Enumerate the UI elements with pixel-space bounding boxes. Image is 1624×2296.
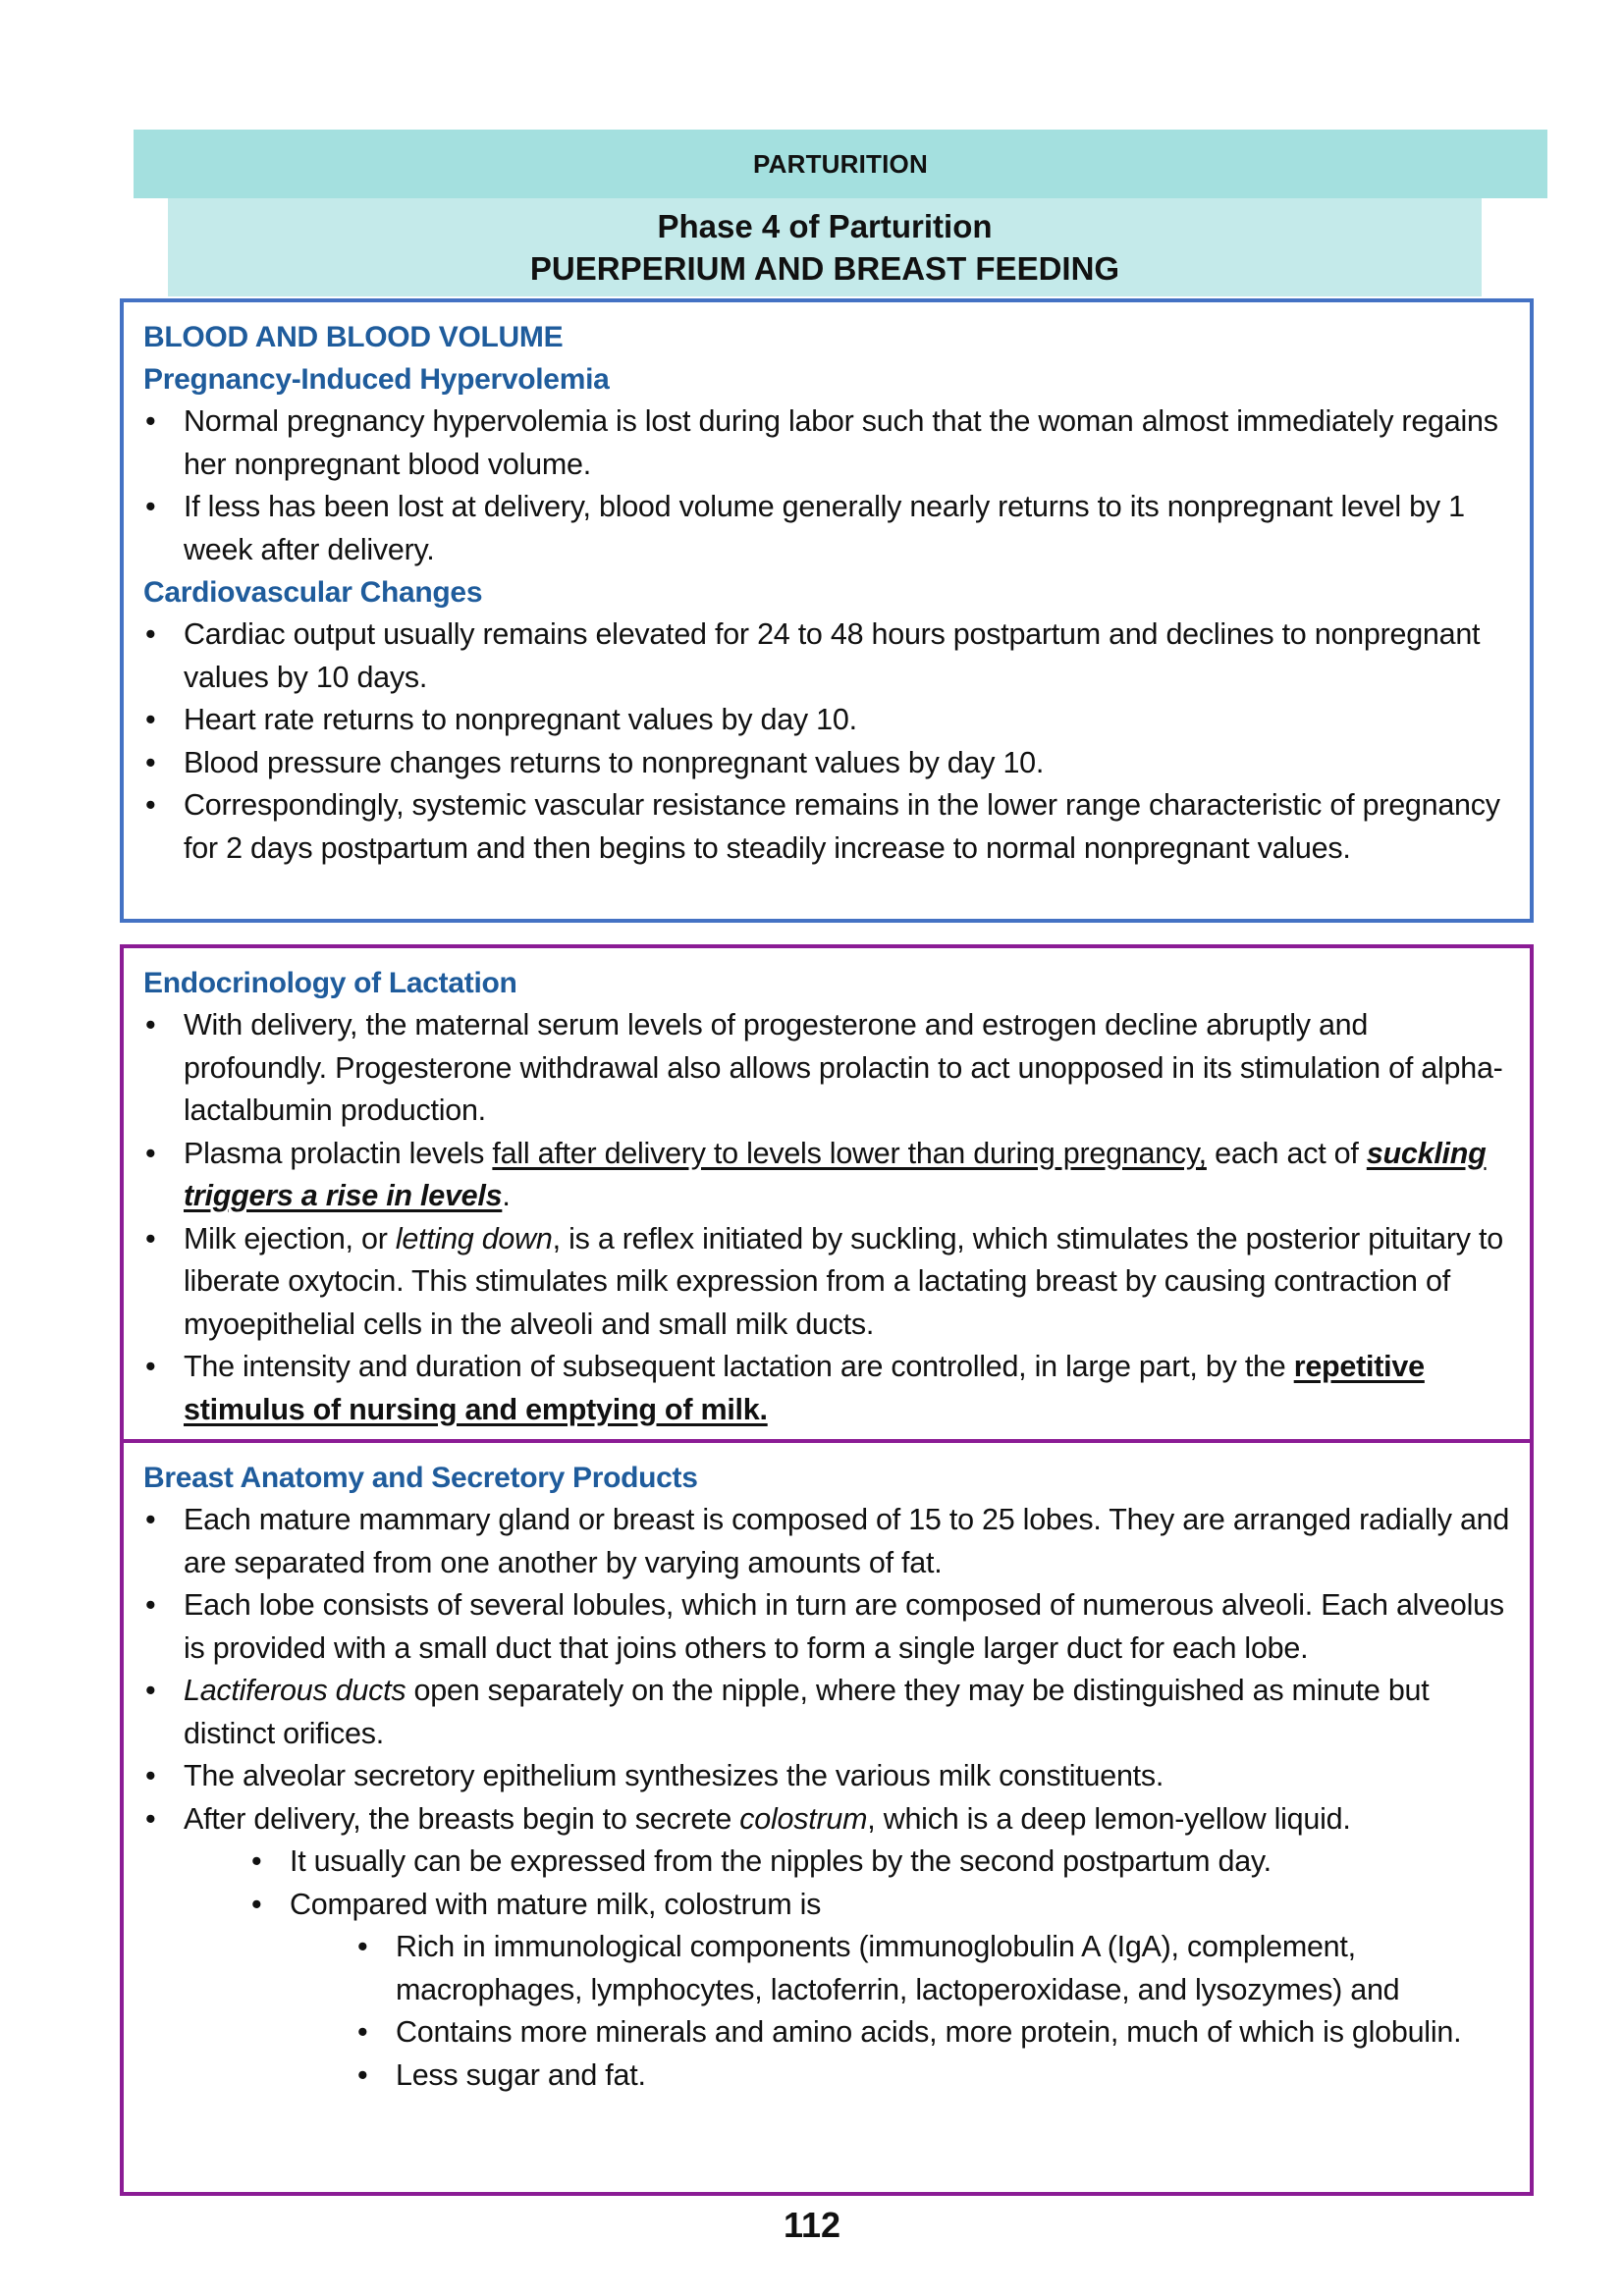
bullet-icon: • — [145, 745, 156, 779]
section-heading: Endocrinology of Lactation — [143, 967, 517, 999]
bullet-icon: • — [251, 1844, 262, 1878]
bullet-icon: • — [145, 1008, 156, 1041]
list-item: • Heart rate returns to nonpregnant values by day 10. — [143, 699, 1510, 742]
phase-title: Phase 4 of Parturition — [657, 208, 993, 244]
blood-volume-box — [120, 298, 1534, 923]
bullet-icon: • — [145, 617, 156, 651]
bullet-icon: • — [145, 1350, 156, 1383]
chapter-title: PARTURITION — [753, 148, 928, 179]
bullet-icon: • — [145, 490, 156, 523]
bullet-list — [143, 400, 1510, 571]
list-item: • Normal pregnancy hypervolemia is lost during labor such that the woman almost immediately regains her nonpregnant blood volume. — [143, 400, 1510, 486]
list-item: • Blood pressure changes returns to nonpregnant values by day 10. — [143, 742, 1510, 785]
list-item: • Contains more minerals and amino acids, more protein, much of which is globulin. — [143, 2011, 1510, 2055]
list-item: • Rich in immunological components (immunoglobulin A (IgA), complement, macrophages, lymphocytes, lactoferrin, lactoperoxidase, and lysozymes) and — [143, 1926, 1510, 2011]
bullet-icon: • — [145, 703, 156, 736]
nested-bullet-list — [143, 1841, 1510, 1926]
nested-bullet-list — [143, 1926, 1510, 2097]
italic-term: Lactiferous ducts — [184, 1674, 406, 1707]
list-item: • Cardiac output usually remains elevated for 24 to 48 hours postpartum and declines to nonpregnant values by 10 days. — [143, 614, 1510, 699]
breast-anatomy-box — [120, 1439, 1534, 2196]
bullet-icon: • — [251, 1887, 262, 1921]
bullet-icon: • — [145, 1503, 156, 1536]
list-item: • If less has been lost at delivery, blood volume generally nearly returns to its nonpregnant level by 1 week after delivery. — [143, 486, 1510, 571]
list-item: • After delivery, the breasts begin to secrete colostrum, which is a deep lemon-yellow liquid. — [143, 1798, 1510, 1842]
list-item: • Each lobe consists of several lobules, which in turn are composed of numerous alveoli. Each alveolus is provided with a small duct that joins others to form a single larger duct for each lobe. — [143, 1584, 1510, 1670]
bullet-icon: • — [145, 1759, 156, 1792]
subsection-heading: Pregnancy-Induced Hypervolemia — [143, 363, 610, 396]
bullet-icon: • — [357, 1930, 368, 1963]
bullet-icon: • — [357, 2015, 368, 2049]
phase-banner — [168, 198, 1482, 296]
bullet-list — [143, 1499, 1510, 1841]
list-item: • With delivery, the maternal serum levels of progesterone and estrogen decline abruptly and profoundly. Progesterone withdrawal also allows prolactin to act unopposed in its stimulation of alpha-lactalbumin production. — [143, 1004, 1510, 1133]
italic-term: colostrum — [739, 1801, 868, 1836]
chapter-banner — [134, 130, 1547, 198]
endocrinology-box — [120, 944, 1534, 1443]
list-item: • Compared with mature milk, colostrum is — [143, 1884, 1510, 1927]
bullet-icon: • — [357, 2057, 368, 2092]
bullet-icon: • — [145, 1674, 156, 1707]
list-item: • Plasma prolactin levels fall after delivery to levels lower than during pregnancy, each act of suckling triggers a rise in levels. — [143, 1133, 1510, 1218]
subsection-heading: Cardiovascular Changes — [143, 576, 483, 609]
bold-underlined-text: repetitive stimulus of nursing and emptying of milk. — [184, 1350, 1425, 1426]
emphasis-text: suckling triggers a rise in levels — [184, 1136, 1487, 1212]
bullet-icon: • — [145, 788, 156, 822]
section-heading: BLOOD AND BLOOD VOLUME — [143, 321, 564, 353]
italic-term: letting down — [395, 1221, 553, 1255]
list-item: • The intensity and duration of subsequent lactation are controlled, in large part, by the repetitive stimulus of nursing and emptying of milk. — [143, 1346, 1510, 1431]
bullet-icon: • — [145, 1136, 156, 1170]
section-heading: Breast Anatomy and Secretory Products — [143, 1462, 698, 1494]
list-item: • Milk ejection, or letting down, is a reflex initiated by suckling, which stimulates the posterior pituitary to liberate oxytocin. This stimulates milk expression from a lactating breast by causing contraction of myoepithelial cells in the alveoli and small milk ducts. — [143, 1218, 1510, 1347]
list-item: • The alveolar secretory epithelium synthesizes the various milk constituents. — [143, 1755, 1510, 1798]
list-item: • It usually can be expressed from the nipples by the second postpartum day. — [143, 1841, 1510, 1884]
page-number: 112 — [783, 2205, 841, 2245]
phase-subtitle: PUERPERIUM AND BREAST FEEDING — [529, 250, 1120, 287]
bullet-list — [143, 1004, 1510, 1431]
list-item: • Each mature mammary gland or breast is composed of 15 to 25 lobes. They are arranged radially and are separated from one another by varying amounts of fat. — [143, 1499, 1510, 1584]
bullet-icon: • — [145, 404, 156, 438]
bullet-icon: • — [145, 1801, 156, 1836]
underlined-text: fall after delivery to levels lower than during pregnancy, — [492, 1136, 1207, 1170]
list-item: • Lactiferous ducts open separately on the nipple, where they may be distinguished as minute but distinct orifices. — [143, 1670, 1510, 1755]
list-item: • Correspondingly, systemic vascular resistance remains in the lower range characteristic of pregnancy for 2 days postpartum and then begins to steadily increase to normal nonpregnant values. — [143, 784, 1510, 870]
list-item: • Less sugar and fat. — [143, 2055, 1510, 2098]
bullet-icon: • — [145, 1588, 156, 1622]
bullet-icon: • — [145, 1221, 156, 1255]
bullet-list — [143, 614, 1510, 870]
